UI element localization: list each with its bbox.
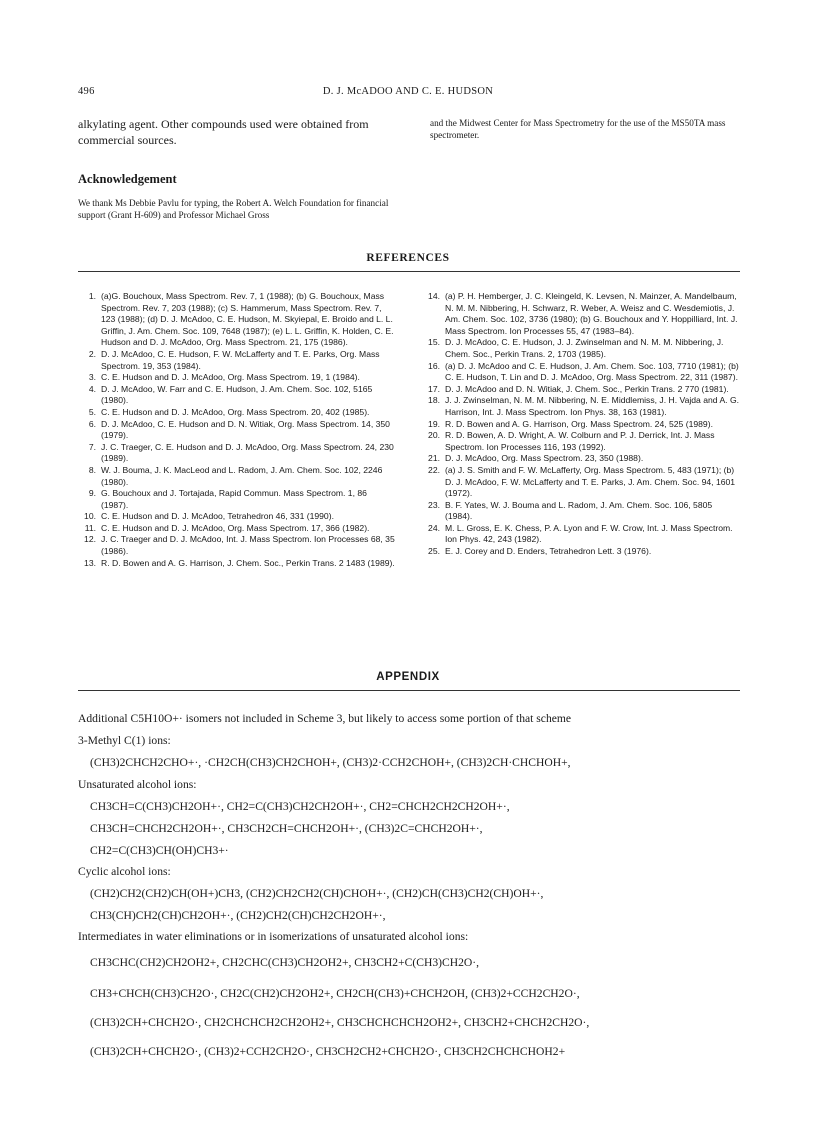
formula-line: (CH3)2CHCH2CHO+·, ·CH2CH(CH3)CH2CHOH+, (CH3)2·CCH2CHOH+, (CH3)2CH·CHCHOH+,	[90, 756, 571, 769]
reference-text: J. C. Traeger, C. E. Hudson and D. J. McAdoo, Org. Mass Spectrom. 24, 230 (1989).	[101, 441, 394, 464]
reference-item	[422, 546, 740, 558]
reference-number: 16.	[428, 360, 440, 371]
reference-text: (a) J. S. Smith and F. W. McLafferty, Org. Mass Spectrom. 5, 483 (1971); (b) D. J. McAdoo, F. W. McLafferty and T. E. Parks, J. Am. Chem. Soc. 94, 1601 (1972).	[445, 464, 736, 499]
reference-number: 6.	[88, 418, 96, 429]
reference-number: 8.	[88, 464, 96, 475]
formula-line: (CH3)2CH+CHCH2O·, CH2CHCHCH2CH2OH2+, CH3CHCHCHCH2OH2+, CH3CH2+CHCH2CH2O·,	[90, 1016, 590, 1029]
reference-item	[78, 465, 396, 488]
reference-number: 2.	[88, 348, 96, 359]
reference-text: D. J. McAdoo and D. N. Witiak, J. Chem. Soc., Perkin Trans. 2 770 (1981).	[445, 383, 729, 394]
formula-line: CH2=C(CH3)CH(OH)CH3+·	[90, 844, 229, 857]
page-number: 496	[78, 86, 95, 97]
reference-text: C. E. Hudson and D. J. McAdoo, Tetrahedron 46, 331 (1990).	[101, 511, 334, 522]
reference-item	[422, 500, 740, 523]
reference-text: J. J. Zwinselman, N. M. M. Nibbering, N. E. Middlemiss, J. H. Vajda and A. G. Harrison, Int. J. Mass Spectrom. Ion Phys. 38, 163 (1981).	[445, 395, 740, 417]
reference-text: C. E. Hudson and D. J. McAdoo, Org. Mass Spectrom. 20, 402 (1985).	[101, 406, 370, 417]
reference-item	[422, 523, 740, 546]
appendix-subhead-unsaturated: Unsaturated alcohol ions:	[78, 778, 197, 791]
reference-number: 22.	[428, 464, 440, 475]
reference-text: D. J. McAdoo, C. E. Hudson, F. W. McLafferty and T. E. Parks, Org. Mass Spectrom. 19, 353 (1984).	[101, 348, 380, 371]
reference-text: R. D. Bowen, A. D. Wright, A. W. Colburn and P. J. Derrick, Int. J. Mass Spectrom. Ion Processes 116, 193 (1992).	[445, 430, 715, 452]
reference-number: 10.	[84, 511, 96, 522]
reference-text: D. J. McAdoo, C. E. Hudson, J. J. Zwinselman and N. M. M. Nibbering, J. Chem. Soc., Perkin Trans. 2, 1703 (1985).	[445, 337, 724, 359]
appendix-rule	[78, 690, 740, 691]
reference-item	[422, 430, 740, 453]
reference-text: C. E. Hudson and D. J. McAdoo, Org. Mass Spectrom. 19, 1 (1984).	[101, 372, 360, 383]
reference-number: 24.	[428, 522, 440, 533]
reference-number: 21.	[428, 453, 440, 464]
reference-text: G. Bouchoux and J. Tortajada, Rapid Commun. Mass Spectrom. 1, 86 (1987).	[101, 488, 367, 510]
formula-line: CH3CH=C(CH3)CH2OH+·, CH2=C(CH3)CH2CH2OH+·, CH2=CHCH2CH2CH2OH+·,	[90, 800, 510, 813]
reference-text: E. J. Corey and D. Enders, Tetrahedron Lett. 3 (1976).	[445, 546, 652, 557]
reference-item	[422, 361, 740, 384]
appendix-subhead-intermediates: Intermediates in water eliminations or in isomerizations of unsaturated alcohol ions:	[78, 930, 469, 943]
reference-number: 4.	[88, 383, 96, 394]
references-left-column	[78, 291, 396, 569]
reference-text: M. L. Gross, E. K. Chess, P. A. Lyon and F. W. Crow, Int. J. Mass Spectrom. Ion Phys. 42, 243 (1982).	[445, 522, 733, 545]
reference-item	[78, 407, 396, 419]
reference-text: B. F. Yates, W. J. Bouma and L. Radom, J. Am. Chem. Soc. 106, 5805 (1984).	[445, 499, 713, 522]
reference-text: R. D. Bowen and A. G. Harrison, J. Chem. Soc., Perkin Trans. 2 1483 (1989).	[101, 557, 395, 568]
reference-text: C. E. Hudson and D. J. McAdoo, Org. Mass Spectrom. 17, 366 (1982).	[101, 522, 370, 533]
reference-number: 17.	[428, 383, 440, 394]
reference-item	[78, 384, 396, 407]
formula-line: (CH2)CH2(CH2)CH(OH+)CH3, (CH2)CH2CH2(CH)CHOH+·, (CH2)CH(CH3)CH2(CH)OH+·,	[90, 887, 544, 900]
reference-item	[78, 372, 396, 384]
reference-item	[78, 558, 396, 570]
references-right-column	[422, 291, 740, 558]
reference-item	[78, 349, 396, 372]
reference-item	[78, 534, 396, 557]
reference-item	[422, 419, 740, 431]
reference-item	[78, 488, 396, 511]
reference-number: 19.	[428, 418, 440, 429]
formula-line: CH3+CHCH(CH3)CH2O·, CH2C(CH2)CH2OH2+, CH2CH(CH3)+CHCH2OH, (CH3)2+CCH2CH2O·,	[90, 987, 580, 1000]
body-text-right: and the Midwest Center for Mass Spectrometry for the use of the MS50TA mass spectrometer.	[430, 118, 726, 140]
reference-text: D. J. McAdoo, C. E. Hudson and D. N. Witiak, Org. Mass Spectrom. 14, 350 (1979).	[101, 418, 390, 441]
formula-line: (CH3)2CH+CHCH2O·, (CH3)2+CCH2CH2O·, CH3CH2CH2+CHCH2O·, CH3CH2CHCHCHOH2+	[90, 1045, 566, 1058]
reference-item	[422, 337, 740, 360]
reference-text: D. J. McAdoo, Org. Mass Spectrom. 23, 350 (1988).	[445, 453, 644, 464]
reference-item	[422, 465, 740, 500]
running-head: D. J. McADOO AND C. E. HUDSON	[322, 86, 494, 97]
reference-number: 20.	[428, 430, 440, 441]
acknowledgement-title: Acknowledgement	[78, 172, 177, 186]
reference-item	[422, 384, 740, 396]
reference-text: R. D. Bowen and A. G. Harrison, Org. Mass Spectrom. 24, 525 (1989).	[445, 418, 713, 429]
reference-text: (a) P. H. Hemberger, J. C. Kleingeld, K. Levsen, N. Mainzer, A. Mandelbaum, N. M. M. Nibbering, H. Schwarz, R. Weber, A. Weisz and C. Wesdemiotis, J. Am. Chem. Soc. 102, 3736 (1980); (b) G. Bouchoux and Y. Hoppilliard, Int. J. Mass Spectrom. Ion Processes 55, 47 (1983–84).	[445, 291, 738, 336]
appendix-subhead-methyl: 3-Methyl C(1) ions:	[78, 734, 171, 747]
formula-line: CH3CHC(CH2)CH2OH2+, CH2CHC(CH3)CH2OH2+, CH3CH2+C(CH3)CH2O·,	[90, 956, 480, 969]
reference-item	[78, 523, 396, 535]
reference-number: 13.	[84, 557, 96, 568]
reference-item	[78, 291, 396, 349]
appendix-intro: Additional C5H10O+· isomers not included in Scheme 3, but likely to access some portion of that scheme	[78, 712, 572, 725]
reference-text: (a)G. Bouchoux, Mass Spectrom. Rev. 7, 1 (1988); (b) G. Bouchoux, Mass Spectrom. Rev. 7, 203 (1988); (c) S. Hammerum, Mass Spectrom. Rev. 7, 123 (1988); (d) D. J. McAdoo, C. E. Hudson, M. Skyiepal, E. Broido and L. L. Griffin, J. Am. Chem. Soc. 109, 7648 (1987); (e) L. L. Griffin, K. Holden, C. E. Hudson and D. J. McAdoo, Org. Mass Spectrom. 21, 175 (1986).	[101, 291, 394, 348]
reference-number: 11.	[84, 522, 96, 533]
references-rule	[78, 271, 740, 272]
reference-number: 1.	[88, 291, 96, 301]
body-text-left: alkylating agent. Other compounds used were obtained from commercial sources.	[78, 117, 369, 147]
acknowledgement-text: We thank Ms Debbie Pavlu for typing, the Robert A. Welch Foundation for financial support (Grant H-609) and Professor Michael Gross	[78, 198, 389, 220]
reference-number: 15.	[428, 337, 440, 348]
reference-text: D. J. McAdoo, W. Farr and C. E. Hudson, J. Am. Chem. Soc. 102, 5165 (1980).	[101, 383, 373, 406]
reference-item	[78, 419, 396, 442]
reference-text: W. J. Bouma, J. K. MacLeod and L. Radom, J. Am. Chem. Soc. 102, 2246 (1980).	[101, 464, 383, 487]
appendix-subhead-cyclic: Cyclic alcohol ions:	[78, 865, 171, 878]
reference-text: (a) D. J. McAdoo and C. E. Hudson, J. Am. Chem. Soc. 103, 7710 (1981); (b) C. E. Hudson, T. Lin and D. J. McAdoo, Org. Mass Spectrom. 22, 311 (1987).	[445, 360, 739, 383]
appendix-title: APPENDIX	[376, 671, 440, 683]
reference-number: 9.	[88, 488, 96, 499]
reference-number: 23.	[428, 499, 440, 510]
reference-number: 18.	[428, 395, 440, 406]
reference-number: 25.	[428, 546, 440, 557]
reference-number: 5.	[88, 406, 96, 417]
reference-number: 14.	[428, 291, 440, 301]
reference-number: 12.	[84, 534, 96, 545]
reference-item	[422, 395, 740, 418]
reference-number: 7.	[88, 441, 96, 452]
reference-item	[78, 511, 396, 523]
reference-text: J. C. Traeger and D. J. McAdoo, Int. J. Mass Spectrom. Ion Processes 68, 35 (1986).	[101, 534, 395, 557]
reference-item	[422, 291, 740, 337]
formula-line: CH3CH=CHCH2CH2OH+·, CH3CH2CH=CHCH2OH+·, (CH3)2C=CHCH2OH+·,	[90, 822, 483, 835]
reference-item	[78, 442, 396, 465]
reference-item	[422, 453, 740, 465]
references-title: REFERENCES	[366, 252, 450, 264]
formula-line: CH3(CH)CH2(CH)CH2OH+·, (CH2)CH2(CH)CH2CH2OH+·,	[90, 909, 386, 922]
reference-number: 3.	[88, 372, 96, 383]
